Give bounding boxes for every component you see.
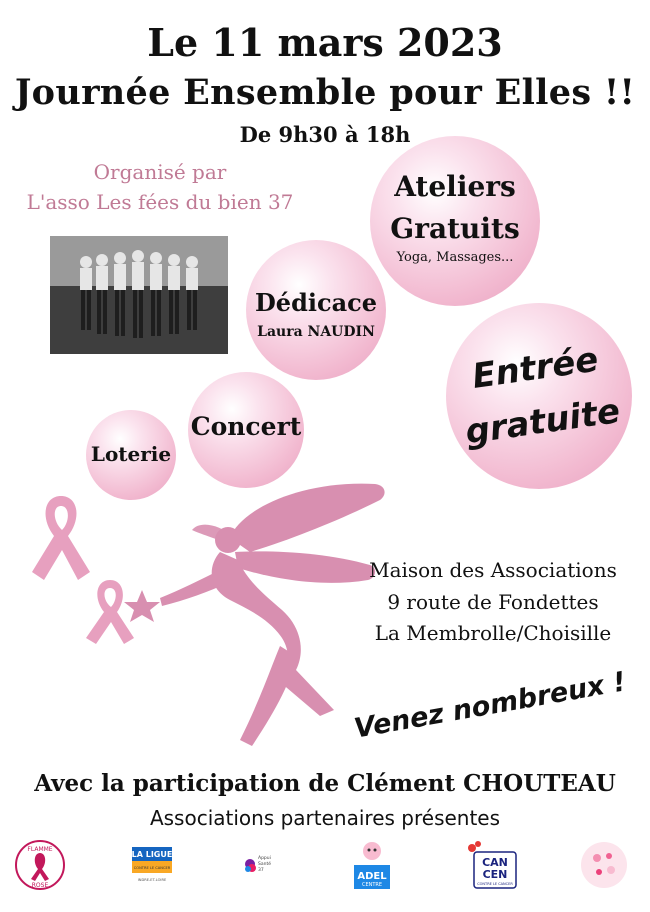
svg-text:Appui: Appui	[258, 856, 271, 861]
svg-text:INDRE-ET-LOIRE: INDRE-ET-LOIRE	[137, 878, 167, 882]
flamme-rose-logo	[12, 836, 68, 894]
organizer-label: Organisé par	[93, 160, 227, 184]
adel-centre-logo	[350, 836, 394, 894]
loterie-title: Loterie	[90, 442, 172, 466]
svg-text:CENTRE: CENTRE	[361, 882, 383, 888]
partners-text: Associations partenaires présentes	[149, 806, 501, 830]
event-date: Le 11 mars 2023	[147, 20, 503, 65]
svg-text:FLAMME: FLAMME	[27, 846, 53, 853]
event-hours: De 9h30 à 18h	[239, 122, 411, 147]
ateliers-subtitle: Yoga, Massages...	[396, 250, 514, 265]
address-line-venue: Maison des Associations	[369, 558, 617, 582]
entree-gratuite-text: Entrée gratuite	[462, 339, 623, 453]
organizer-name: L'asso Les fées du bien 37	[26, 190, 294, 214]
bubble-entree-gratuite	[446, 303, 632, 489]
event-title: Journée Ensemble pour Elles !!	[14, 72, 636, 113]
svg-text:ADEL: ADEL	[357, 871, 387, 882]
svg-text:LA LIGUE: LA LIGUE	[132, 850, 172, 859]
address-line-city: La Membrolle/Choisille	[374, 621, 612, 645]
concert-title: Concert	[190, 412, 302, 441]
svg-text:Santé: Santé	[258, 862, 271, 867]
bubble-ateliers	[370, 136, 540, 306]
participation-text: Avec la participation de Clément CHOUTEAU	[34, 770, 616, 797]
bubble-dedicace	[246, 240, 386, 380]
dedicace-title: Dédicace	[254, 288, 378, 317]
appui-sante-logo	[240, 836, 274, 894]
svg-text:37: 37	[258, 868, 264, 873]
svg-text:CEN: CEN	[482, 868, 508, 881]
cancen-logo	[462, 836, 520, 894]
la-ligue-logo	[132, 836, 172, 894]
svg-text:ROSE: ROSE	[31, 882, 49, 889]
pink-ribbon-icon	[26, 488, 96, 583]
ateliers-title: Ateliers Gratuits	[390, 170, 520, 245]
svg-text:CAN: CAN	[482, 856, 508, 869]
slogan: Venez nombreux !	[351, 666, 629, 745]
floral-circle-logo	[578, 836, 630, 894]
address-line-street: 9 route de Fondettes	[387, 590, 599, 614]
dedicace-author: Laura NAUDIN	[257, 324, 375, 340]
group-photo	[50, 236, 228, 354]
svg-text:CONTRE LE CANCER: CONTRE LE CANCER	[133, 866, 171, 870]
svg-text:CONTRE LE CANCER: CONTRE LE CANCER	[477, 882, 513, 886]
